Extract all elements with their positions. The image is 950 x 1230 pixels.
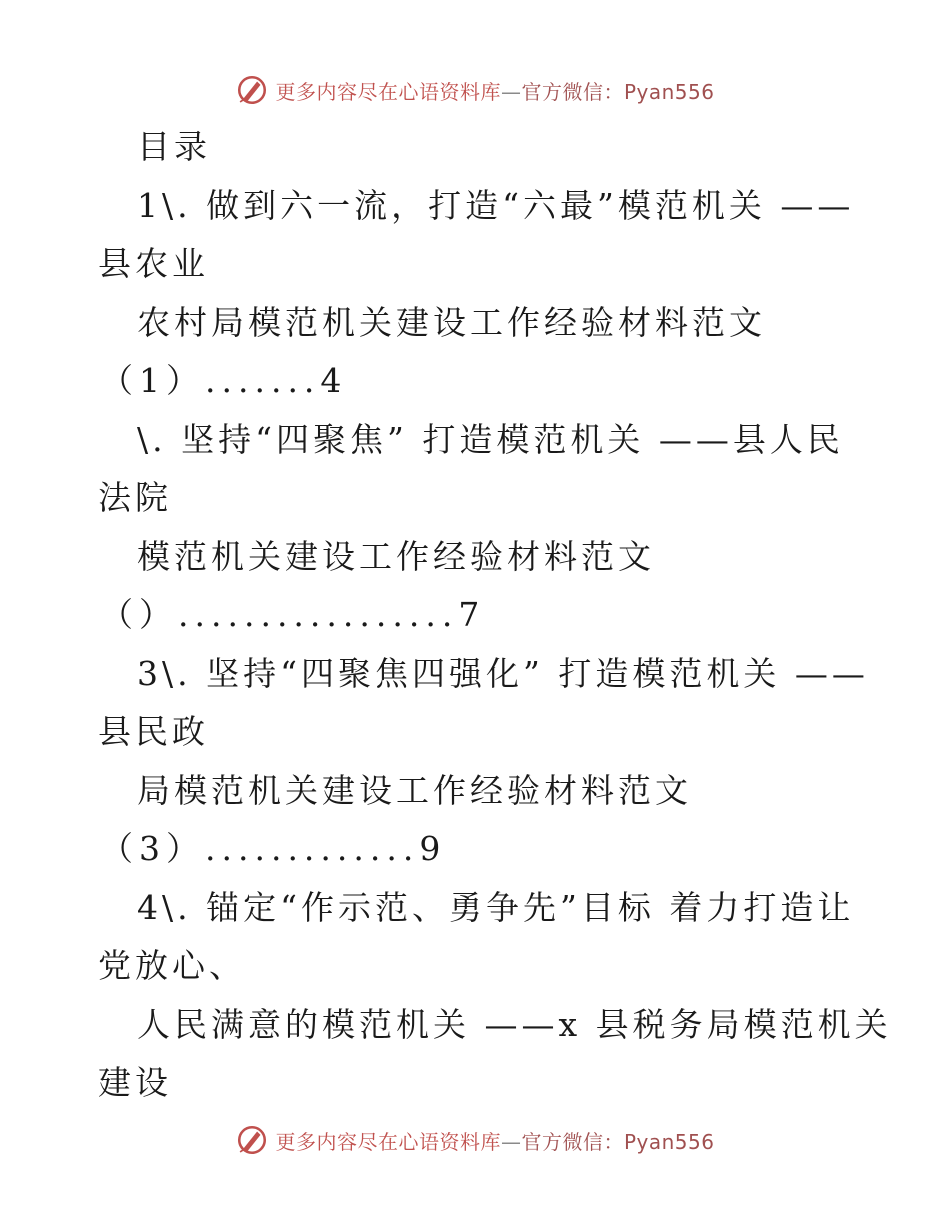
toc-line: 4\. 锚定“作示范、勇争先”目标 着力打造让 <box>137 887 855 927</box>
toc-line: 法院 <box>98 478 172 517</box>
toc-line: 县农业 <box>98 244 209 283</box>
pen-logo-icon <box>235 1123 269 1157</box>
header-banner-suffix: 官方微信：Pyan556 <box>521 79 715 104</box>
toc-line: （1）.......4 <box>100 361 348 400</box>
toc-line: （）.................7 <box>100 595 486 634</box>
page-header <box>0 70 950 110</box>
toc-line: 农村局模范机关建设工作经验材料范文 <box>137 302 766 342</box>
toc-line: 1\. 做到六一流，打造“六最”模范机关 —— <box>137 185 855 225</box>
toc-line: 模范机关建设工作经验材料范文 <box>137 536 655 576</box>
header-banner-dash: — <box>500 79 522 104</box>
toc-line: 县民政 <box>98 712 209 751</box>
toc-line: 3\. 坚持“四聚焦四强化” 打造模范机关 —— <box>137 653 869 693</box>
footer-banner-suffix: 官方微信：Pyan556 <box>521 1129 715 1154</box>
header-banner-text <box>275 76 714 105</box>
header-banner-main: 更多内容尽在心语资料库 <box>275 79 501 104</box>
toc-line: 党放心、 <box>98 946 246 985</box>
footer-banner-dash: — <box>500 1129 522 1154</box>
page-footer <box>0 1120 950 1160</box>
pen-logo-icon <box>235 73 269 107</box>
toc-line: 建设 <box>98 1063 172 1102</box>
footer-banner-main: 更多内容尽在心语资料库 <box>275 1129 501 1154</box>
toc-line: （3）.............9 <box>100 829 447 868</box>
toc-line: 目录 <box>137 127 211 166</box>
footer-banner-text <box>275 1126 714 1155</box>
toc-line: 人民满意的模范机关 ——x 县税务局模范机关 <box>137 1004 892 1044</box>
toc-content <box>0 118 950 1113</box>
toc-line: \. 坚持“四聚焦” 打造模范机关 ——县人民 <box>137 419 844 459</box>
toc-line: 局模范机关建设工作经验材料范文 <box>137 770 692 810</box>
